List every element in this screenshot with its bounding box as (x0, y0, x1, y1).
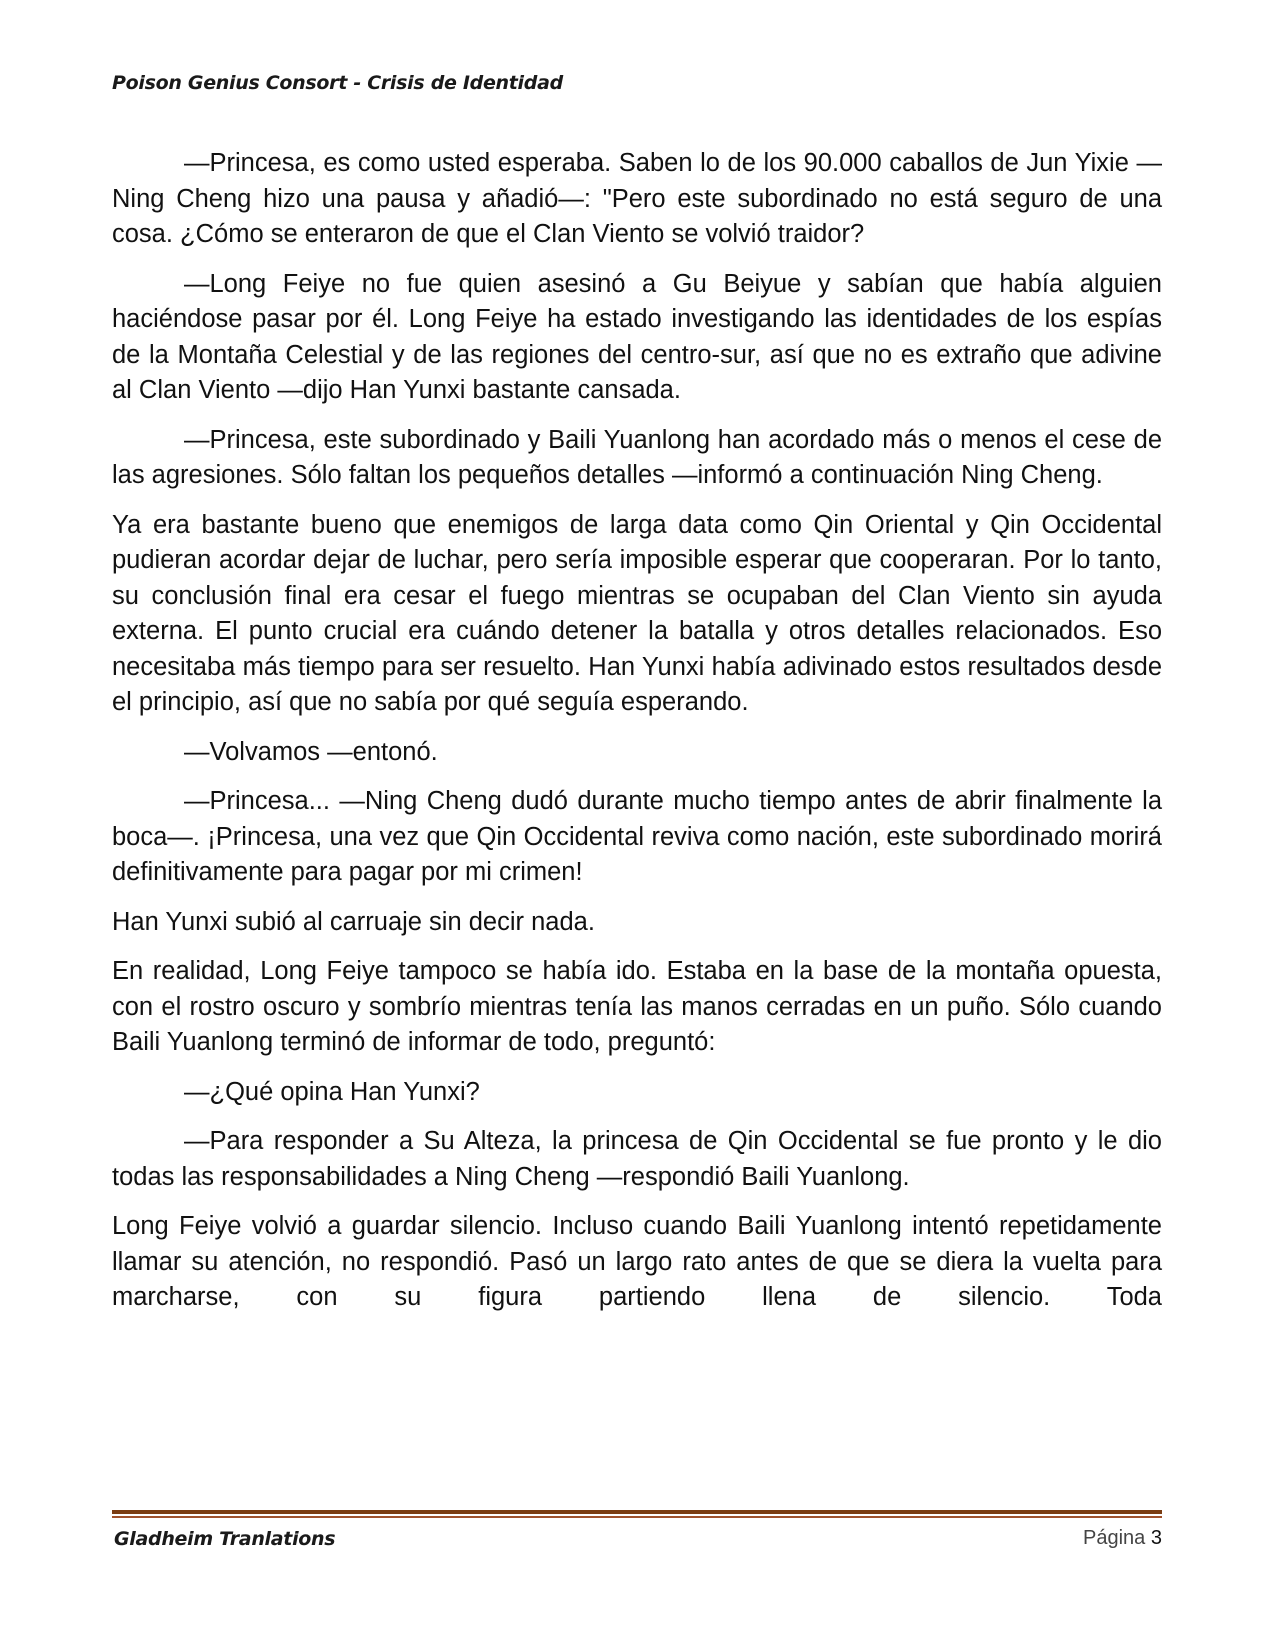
paragraph: —Princesa, es como usted esperaba. Saben lo de los 90.000 caballos de Jun Yixie —Ning Cheng hizo una pausa y añadió—: "Pero este subordinado no está seguro de una cosa. ¿Cómo se enteraron de que el Clan Viento se volvió traidor? (112, 149, 1162, 248)
paragraph: —Princesa, este subordinado y Baili Yuanlong han acordado más o menos el cese de las agresiones. Sólo faltan los pequeños detalles —informó a continuación Ning Cheng. (112, 425, 1162, 489)
paragraph: En realidad, Long Feiye tampoco se había ido. Estaba en la base de la montaña opuesta, con el rostro oscuro y sombrío mientras tenía las manos cerradas en un puño. Sólo cuando Baili Yuanlong terminó de informar de todo, preguntó: (112, 957, 1162, 1056)
paragraph: —¿Qué opina Han Yunxi? (184, 1077, 480, 1106)
paragraph: —Volvamos —entonó. (184, 737, 438, 766)
paragraph: —Para responder a Su Alteza, la princesa de Qin Occidental se fue pronto y le dio todas las responsabilidades a Ning Cheng —respondió Baili Yuanlong. (112, 1127, 1162, 1191)
paragraph: Han Yunxi subió al carruaje sin decir nada. (112, 907, 595, 936)
footer-divider-thin (112, 1516, 1162, 1518)
paragraph: —Princesa... —Ning Cheng dudó durante mucho tiempo antes de abrir finalmente la boca—. ¡Princesa, una vez que Qin Occidental reviva como nación, este subordinado morirá definitivamente para pagar por mi crimen! (112, 787, 1162, 886)
paragraph: —Long Feiye no fue quien asesinó a Gu Beiyue y sabían que había alguien haciéndose pasar por él. Long Feiye ha estado investigando las identidades de los espías de la Montaña Celestial y de las regiones del centro-sur, así que no es extraño que adivine al Clan Viento —dijo Han Yunxi bastante cansada. (112, 269, 1162, 404)
footer-credit: Gladheim Tranlations (114, 1528, 336, 1550)
page-number (1083, 1527, 1162, 1550)
page-number-value: 3 (1150, 1527, 1162, 1549)
page-label: Página (1083, 1527, 1146, 1549)
paragraph: Long Feiye volvió a guardar silencio. Incluso cuando Baili Yuanlong intentó repetidamente llamar su atención, no respondió. Pasó un largo rato antes de que se diera la vuelta para marcharse, con su figura partiendo llena de silencio. Toda (112, 1212, 1162, 1311)
page-header-title: Poison Genius Consort - Crisis de Identidad (112, 72, 563, 94)
paragraph: Ya era bastante bueno que enemigos de larga data como Qin Oriental y Qin Occidental pudieran acordar dejar de luchar, pero sería imposible esperar que cooperaran. Por lo tanto, su conclusión final era cesar el fuego mientras se ocupaban del Clan Viento sin ayuda externa. El punto crucial era cuándo detener la batalla y otros detalles relacionados. Eso necesitaba más tiempo para ser resuelto. Han Yunxi había adivinado estos resultados desde el principio, así que no sabía por qué seguía esperando. (112, 510, 1162, 716)
document-body (112, 146, 1162, 1330)
footer-divider (112, 1510, 1162, 1518)
